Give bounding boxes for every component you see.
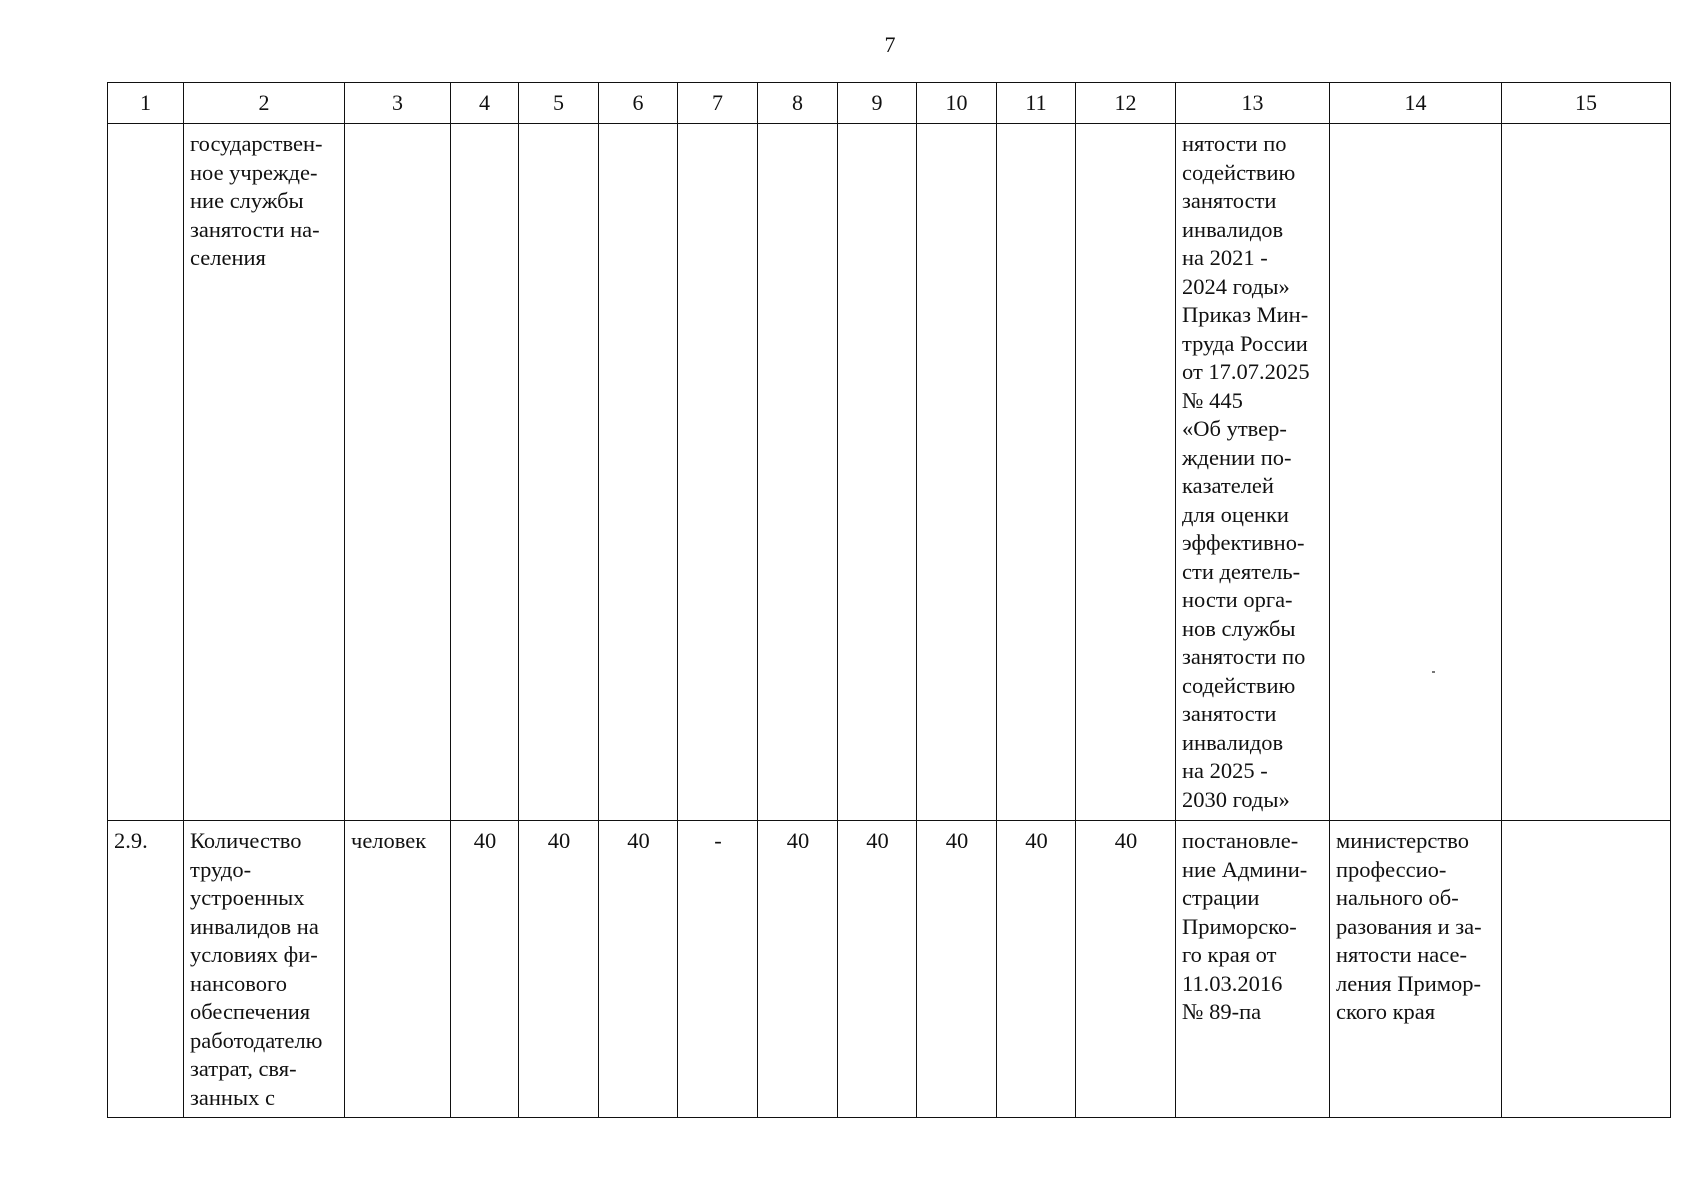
notes-cell [1502,821,1671,1118]
header-cell: 6 [599,83,678,124]
value-cell [917,124,997,821]
indicator-name-cell: Количество трудо- устроенных инвалидов на условиях фи- нансового обеспечения работодателю затрат, свя- занных с [184,821,345,1118]
value-cell: - [678,821,758,1118]
header-cell: 8 [758,83,838,124]
indicator-name-cell: государствен- ное учрежде- ние службы занятости на- селения [184,124,345,821]
header-cell: 7 [678,83,758,124]
source-document-cell: постановле- ние Админи- страции Приморско- го края от 11.03.2016 № 89-па [1176,821,1330,1118]
header-cell: 15 [1502,83,1671,124]
header-cell: 12 [1076,83,1176,124]
value-cell: 40 [758,821,838,1118]
value-cell [1076,124,1176,821]
page-number: 7 [884,32,896,57]
header-cell: 14 [1330,83,1502,124]
notes-cell [1502,124,1671,821]
table-row [108,821,1671,1118]
value-cell [451,124,519,821]
value-cell [519,124,599,821]
value-cell: 40 [997,821,1076,1118]
value-cell: 40 [451,821,519,1118]
header-cell: 10 [917,83,997,124]
indicators-table [107,82,1671,1118]
header-cell: 5 [519,83,599,124]
header-cell: 11 [997,83,1076,124]
responsible-body-cell [1330,124,1502,821]
table-row [108,124,1671,821]
header-cell: 1 [108,83,184,124]
row-number-cell: 2.9. [108,821,184,1118]
unit-cell [345,124,451,821]
table-header-row [108,83,1671,124]
value-cell [599,124,678,821]
source-document-cell: нятости по содействию занятости инвалидов на 2021 - 2024 годы» Приказ Мин- труда России от 17.07.2025 № 445 «Об утвер- ждении по- казателей для оценки эффективно- сти деятель- ности орга- нов службы занятости по содействию занятости инвалидов на 2025 - 2030 годы» [1176,124,1330,821]
value-cell [758,124,838,821]
row-number-cell [108,124,184,821]
value-cell: 40 [599,821,678,1118]
value-cell [678,124,758,821]
value-cell: 40 [519,821,599,1118]
value-cell: 40 [1076,821,1176,1118]
header-cell: 13 [1176,83,1330,124]
unit-cell: человек [345,821,451,1118]
header-cell: 3 [345,83,451,124]
header-cell: 4 [451,83,519,124]
header-cell: 9 [838,83,917,124]
value-cell [997,124,1076,821]
header-cell: 2 [184,83,345,124]
value-cell [838,124,917,821]
value-cell: 40 [917,821,997,1118]
responsible-body-cell: министерство профессио- нального об- разования и за- нятости насе- ления Примор- ского края [1330,821,1502,1118]
value-cell: 40 [838,821,917,1118]
scan-speck [1432,671,1435,673]
